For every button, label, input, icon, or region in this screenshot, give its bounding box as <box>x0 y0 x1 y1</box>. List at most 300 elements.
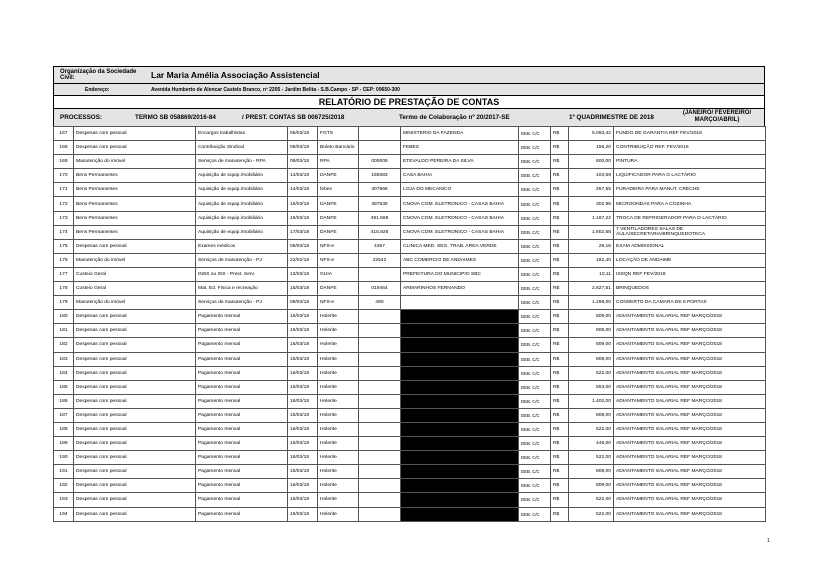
row-document-type: NFS-e <box>318 253 359 267</box>
redacted-payee <box>401 380 519 394</box>
redacted-payee <box>401 465 519 479</box>
row-history: ADIANTAMENTO SALARIAL REF MARÇO/2018 <box>614 422 766 436</box>
row-value: 29,16 <box>569 239 614 253</box>
row-date: 16/03/18 <box>288 479 318 493</box>
row-document-type: Holerite <box>318 507 359 521</box>
row-payment-method: DEB. C/C <box>519 141 551 155</box>
table-row <box>54 408 766 422</box>
row-number: 182 <box>54 338 74 352</box>
row-currency: R$ <box>551 253 569 267</box>
row-document-type: febes <box>318 183 359 197</box>
row-category: Bens Permanentes <box>74 211 196 225</box>
row-payment-method: DEB. C/C <box>519 493 551 507</box>
row-description: Aquisição de equip./mobiliário <box>196 169 288 183</box>
table-row <box>54 422 766 436</box>
redacted-payee <box>401 479 519 493</box>
row-number: 184 <box>54 366 74 380</box>
row-date: 16/03/18 <box>288 380 318 394</box>
row-document-number <box>359 422 401 436</box>
row-payment-method: DEB. C/C <box>519 437 551 451</box>
row-history: FURADEIRA PARA MANUT. CRECHE <box>614 183 766 197</box>
row-number: 191 <box>54 465 74 479</box>
row-category: Despesas com pessoal <box>74 465 196 479</box>
termo-colaboracao: Termo de Colaboração nº 20/2017-SE <box>399 114 510 121</box>
row-number: 173 <box>54 211 74 225</box>
row-date: 15/03/18 <box>288 282 318 296</box>
row-value: 1.298,00 <box>569 296 614 310</box>
row-document-number <box>359 394 401 408</box>
row-history: ADIANTAMENTO SALARIAL REF MARÇO/2018 <box>614 310 766 324</box>
row-number: 183 <box>54 352 74 366</box>
report-header <box>53 66 765 126</box>
row-category: Despesas com pessoal <box>74 127 196 141</box>
row-description: Pagamento mensal <box>196 451 288 465</box>
row-payment-method: DEB. C/C <box>519 479 551 493</box>
table-row <box>54 380 766 394</box>
row-currency: R$ <box>551 352 569 366</box>
expenses-table <box>53 126 766 522</box>
row-payment-method: DEB. C/C <box>519 282 551 296</box>
row-number: 171 <box>54 183 74 197</box>
row-history: ADIANTAMENTO SALARIAL REF MARÇO/2018 <box>614 465 766 479</box>
row-currency: R$ <box>551 239 569 253</box>
row-description: Aquisição de equip./mobiliário <box>196 225 288 239</box>
page-number: 1 <box>767 538 770 544</box>
row-description: Mat. Ed. Física e recreação <box>196 282 288 296</box>
row-document-type: Holerite <box>318 310 359 324</box>
row-date: 16/03/18 <box>288 197 318 211</box>
row-payee: CNOVA COM. ELETRONICO - CASAS BAHIA <box>401 211 519 225</box>
row-number: 177 <box>54 267 74 281</box>
row-currency: R$ <box>551 127 569 141</box>
expenses-table-body <box>54 127 766 522</box>
row-description: Pagamento mensal <box>196 408 288 422</box>
row-document-type: Boleto Bancário <box>318 141 359 155</box>
row-payment-method: DEB. C/C <box>519 296 551 310</box>
row-category: Despesas com pessoal <box>74 479 196 493</box>
row-date: 16/03/18 <box>288 507 318 521</box>
redacted-payee <box>401 352 519 366</box>
row-value: 182,40 <box>569 253 614 267</box>
row-history: CONSERTO DA CAMARA DE 6 PORTAS <box>614 296 766 310</box>
row-payment-method: DEB. C/C <box>519 394 551 408</box>
redacted-payee <box>401 408 519 422</box>
table-row <box>54 183 766 197</box>
row-category: Despesas com pessoal <box>74 338 196 352</box>
row-currency: R$ <box>551 437 569 451</box>
row-date: 16/03/18 <box>288 437 318 451</box>
row-currency: R$ <box>551 310 569 324</box>
row-payee: ETEVALDO PEREIRA DA SILVA <box>401 155 519 169</box>
table-row <box>54 310 766 324</box>
row-description: Pagamento mensal <box>196 352 288 366</box>
address-row <box>54 83 764 95</box>
row-document-number <box>359 310 401 324</box>
row-number: 168 <box>54 141 74 155</box>
row-document-number <box>359 465 401 479</box>
row-document-type: Holerite <box>318 338 359 352</box>
row-payment-method: DEB. C/C <box>519 324 551 338</box>
row-description: Pagamento mensal <box>196 437 288 451</box>
row-document-type: DANFE <box>318 197 359 211</box>
org-label: Organização da Sociedade Civil: <box>60 69 137 81</box>
row-currency: R$ <box>551 155 569 169</box>
row-currency: R$ <box>551 493 569 507</box>
row-history: ADIANTAMENTO SALARIAL REF MARÇO/2018 <box>614 380 766 394</box>
row-number: 169 <box>54 155 74 169</box>
row-document-type: Holerite <box>318 422 359 436</box>
row-category: Despesas com pessoal <box>74 437 196 451</box>
row-payee: ABC COMERCIO DE ANDAIMES <box>401 253 519 267</box>
row-description: Pagamento mensal <box>196 338 288 352</box>
row-document-number <box>359 437 401 451</box>
row-category: Despesas com pessoal <box>74 239 196 253</box>
table-row <box>54 437 766 451</box>
table-row <box>54 493 766 507</box>
row-number: 189 <box>54 437 74 451</box>
row-value: 809,00 <box>569 465 614 479</box>
row-document-type: Holerite <box>318 324 359 338</box>
row-category: Bens Permanentes <box>74 197 196 211</box>
row-value: 1.402,00 <box>569 394 614 408</box>
row-number: 194 <box>54 507 74 521</box>
table-row <box>54 239 766 253</box>
row-history: FUNDO DE GARANTIA REF FEV/2018 <box>614 127 766 141</box>
redacted-payee <box>401 507 519 521</box>
redacted-payee <box>401 338 519 352</box>
row-description: Pagamento mensal <box>196 380 288 394</box>
row-value: 103,59 <box>569 169 614 183</box>
row-currency: R$ <box>551 479 569 493</box>
row-document-number: 415.926 <box>359 225 401 239</box>
row-document-type: Holerite <box>318 394 359 408</box>
row-description: Aquisição de equip./mobiliário <box>196 211 288 225</box>
row-category: Custeio Geral <box>74 282 196 296</box>
row-category: Despesas com pessoal <box>74 324 196 338</box>
row-history: BRINQUEDOS <box>614 282 766 296</box>
row-currency: R$ <box>551 507 569 521</box>
row-payee: CNOVA COM. ELETRONICO - CASAS BAHIA <box>401 197 519 211</box>
table-row <box>54 155 766 169</box>
row-description: Serviços de manutenção - RPA <box>196 155 288 169</box>
table-row <box>54 338 766 352</box>
row-date: 16/03/18 <box>288 310 318 324</box>
table-row <box>54 324 766 338</box>
row-history: ADIANTAMENTO SALARIAL REF MARÇO/2018 <box>614 394 766 408</box>
table-row <box>54 352 766 366</box>
row-currency: R$ <box>551 451 569 465</box>
row-currency: R$ <box>551 422 569 436</box>
row-document-type: Holerite <box>318 380 359 394</box>
row-payee: PREFEITURA DO MUNICIPIO SBC <box>401 267 519 281</box>
table-row <box>54 394 766 408</box>
row-value: 809,00 <box>569 479 614 493</box>
row-date: 16/03/18 <box>288 493 318 507</box>
row-document-number: 019464 <box>359 282 401 296</box>
row-description: Aquisição de equip./mobiliário <box>196 183 288 197</box>
row-date: 06/03/18 <box>288 239 318 253</box>
row-value: 302,96 <box>569 197 614 211</box>
row-payment-method: DEB. C/C <box>519 422 551 436</box>
row-value: 809,00 <box>569 324 614 338</box>
row-payee: LOJA DO MECANICO <box>401 183 519 197</box>
redacted-payee <box>401 422 519 436</box>
address-value: Avenida Humberto de Alencar Castelo Branco, nº 2205 - Jardim Belita - S.B.Campo - SP - CEP: 09650-300 <box>151 86 400 93</box>
row-date: 16/03/18 <box>288 324 318 338</box>
row-currency: R$ <box>551 324 569 338</box>
row-number: 167 <box>54 127 74 141</box>
row-payment-method: DEB. C/C <box>519 366 551 380</box>
row-document-number: 307666 <box>359 183 401 197</box>
row-payment-method: DEB. C/C <box>519 225 551 239</box>
redacted-payee <box>401 493 519 507</box>
row-payment-method: DEB. C/C <box>519 507 551 521</box>
table-row <box>54 465 766 479</box>
row-document-number <box>359 507 401 521</box>
row-date: 14/03/18 <box>288 169 318 183</box>
row-category: Despesas com pessoal <box>74 408 196 422</box>
row-value: 522,00 <box>569 366 614 380</box>
row-date: 13/03/18 <box>288 267 318 281</box>
row-category: Despesas com pessoal <box>74 493 196 507</box>
table-row <box>54 479 766 493</box>
row-document-type: Holerite <box>318 352 359 366</box>
table-row <box>54 197 766 211</box>
redacted-payee <box>401 324 519 338</box>
row-category: Manutenção do imóvel <box>74 296 196 310</box>
row-value: 10,11 <box>569 267 614 281</box>
row-date: 05/03/18 <box>288 127 318 141</box>
row-number: 187 <box>54 408 74 422</box>
row-date: 16/03/18 <box>288 352 318 366</box>
row-document-type: Holerite <box>318 451 359 465</box>
org-name: Lar Maria Amélia Associação Assistencial <box>151 70 320 80</box>
table-row <box>54 267 766 281</box>
row-history: ADIANTAMENTO SALARIAL REF MARÇO/2018 <box>614 479 766 493</box>
table-row <box>54 169 766 183</box>
row-currency: R$ <box>551 296 569 310</box>
row-value: 522,00 <box>569 422 614 436</box>
row-payee: MINISTERIO DA FAZENDA <box>401 127 519 141</box>
row-payment-method: DEB. C/C <box>519 197 551 211</box>
row-history: ADIANTAMENTO SALARIAL REF MARÇO/2018 <box>614 408 766 422</box>
redacted-payee <box>401 451 519 465</box>
row-payment-method: DEB. C/C <box>519 338 551 352</box>
row-value: 267,55 <box>569 183 614 197</box>
row-date: 16/03/18 <box>288 465 318 479</box>
row-description: Pagamento mensal <box>196 324 288 338</box>
row-payment-method: DEB. C/C <box>519 267 551 281</box>
row-number: 192 <box>54 479 74 493</box>
row-document-type: RPA <box>318 155 359 169</box>
row-payee: CASA BAHIA <box>401 169 519 183</box>
row-date: 16/03/18 <box>288 408 318 422</box>
row-category: Despesas com pessoal <box>74 310 196 324</box>
row-date: 08/03/18 <box>288 141 318 155</box>
quadrimestre: 1º QUADRIMESTRE DE 2018 <box>569 114 654 121</box>
row-payment-method: DEB. C/C <box>519 183 551 197</box>
row-currency: R$ <box>551 380 569 394</box>
row-category: Despesas com pessoal <box>74 422 196 436</box>
address-label: Endereço: <box>85 86 110 93</box>
row-document-number <box>359 408 401 422</box>
row-number: 186 <box>54 394 74 408</box>
row-date: 08/03/18 <box>288 296 318 310</box>
row-history: TROCA DE REFRIGERADOR PARA O LACTÁRIO <box>614 211 766 225</box>
row-payee: FEBES <box>401 141 519 155</box>
row-description: Pagamento mensal <box>196 507 288 521</box>
row-document-type: DANFE <box>318 225 359 239</box>
row-history: LIQUIFICADOR PARA O LACTÁRIO <box>614 169 766 183</box>
row-payment-method: DEB. C/C <box>519 380 551 394</box>
row-value: 809,00 <box>569 338 614 352</box>
row-document-type: GUIA <box>318 267 359 281</box>
row-description: Pagamento mensal <box>196 422 288 436</box>
table-row <box>54 211 766 225</box>
row-number: 170 <box>54 169 74 183</box>
table-row <box>54 282 766 296</box>
row-value: 809,00 <box>569 408 614 422</box>
row-document-number <box>359 352 401 366</box>
row-document-type: NFS-e <box>318 296 359 310</box>
row-history: ADIANTAMENTO SALARIAL REF MARÇO/2018 <box>614 507 766 521</box>
row-payment-method: DEB. C/C <box>519 408 551 422</box>
prest-contas: / PREST. CONTAS SB 006725/2018 <box>242 114 345 121</box>
redacted-payee <box>401 437 519 451</box>
row-currency: R$ <box>551 366 569 380</box>
redacted-payee <box>401 394 519 408</box>
table-row <box>54 507 766 521</box>
row-description: Pagamento mensal <box>196 310 288 324</box>
row-document-number: 22542 <box>359 253 401 267</box>
row-history: MICROONDAS PARA A COZINHA <box>614 197 766 211</box>
row-history: LOCAÇÃO DE ANDAIME <box>614 253 766 267</box>
row-currency: R$ <box>551 211 569 225</box>
row-number: 172 <box>54 197 74 211</box>
row-number: 180 <box>54 310 74 324</box>
row-value: 2.827,51 <box>569 282 614 296</box>
row-date: 22/02/18 <box>288 253 318 267</box>
row-currency: R$ <box>551 282 569 296</box>
row-payment-method: DEB. C/C <box>519 310 551 324</box>
table-row <box>54 225 766 239</box>
row-description: Serviços de manutenção - PJ <box>196 296 288 310</box>
row-document-number <box>359 479 401 493</box>
row-payment-method: DEB. C/C <box>519 451 551 465</box>
row-history: ADIANTAMENTO SALARIAL REF MARÇO/2018 <box>614 352 766 366</box>
termo-sb: TERMO SB 058869/2016-84 <box>135 114 216 121</box>
row-category: Bens Permanentes <box>74 169 196 183</box>
row-description: Pagamento mensal <box>196 465 288 479</box>
row-number: 181 <box>54 324 74 338</box>
row-value: 809,00 <box>569 352 614 366</box>
row-currency: R$ <box>551 394 569 408</box>
row-document-number <box>359 493 401 507</box>
row-value: 522,00 <box>569 507 614 521</box>
row-date: 09/03/18 <box>288 155 318 169</box>
report-title: RELATÓRIO DE PRESTAÇÃO DE CONTAS <box>54 95 764 108</box>
row-document-number: 490 <box>359 296 401 310</box>
table-row <box>54 366 766 380</box>
row-history: CONTRIBUIÇÃO REF. FEV/2018 <box>614 141 766 155</box>
row-document-type: Holerite <box>318 479 359 493</box>
row-description: Aquisição de equip./mobiliário <box>196 197 288 211</box>
row-document-number: 159383 <box>359 169 401 183</box>
row-document-number <box>359 267 401 281</box>
periodo: (JANEIRO/ FEVEREIRO/ MARÇO/ABRIL) <box>682 110 752 123</box>
redacted-payee <box>401 366 519 380</box>
row-document-type: DANFE <box>318 211 359 225</box>
row-document-type: Holerite <box>318 408 359 422</box>
row-value: 448,00 <box>569 437 614 451</box>
row-category: Despesas com pessoal <box>74 451 196 465</box>
row-category: Despesas com pessoal <box>74 366 196 380</box>
row-payment-method: DEB. C/C <box>519 465 551 479</box>
row-currency: R$ <box>551 197 569 211</box>
row-history: ADIANTAMENTO SALARIAL REF MARÇO/2018 <box>614 493 766 507</box>
row-document-number: 491.568 <box>359 211 401 225</box>
row-date: 14/03/18 <box>288 183 318 197</box>
row-category: Custeio Geral <box>74 267 196 281</box>
row-number: 176 <box>54 253 74 267</box>
row-payee <box>401 296 519 310</box>
row-payee: ARMARINHOS FERNANDO <box>401 282 519 296</box>
row-currency: R$ <box>551 408 569 422</box>
row-date: 17/03/18 <box>288 225 318 239</box>
row-description: Encargos trabalhistas <box>196 127 288 141</box>
row-currency: R$ <box>551 169 569 183</box>
row-category: Despesas com pessoal <box>74 352 196 366</box>
row-document-number <box>359 141 401 155</box>
row-currency: R$ <box>551 267 569 281</box>
row-category: Bens Permanentes <box>74 183 196 197</box>
row-date: 16/03/18 <box>288 366 318 380</box>
row-document-number <box>359 324 401 338</box>
table-row <box>54 127 766 141</box>
row-category: Manutenção do imóvel <box>74 253 196 267</box>
row-document-type: Holerite <box>318 465 359 479</box>
row-value: 156,20 <box>569 141 614 155</box>
row-description: Exames médicos <box>196 239 288 253</box>
row-description: Pagamento mensal <box>196 366 288 380</box>
row-number: 193 <box>54 493 74 507</box>
row-payment-method: DEB. C/C <box>519 253 551 267</box>
row-document-type: DANFE <box>318 169 359 183</box>
row-payment-method: DEB. C/C <box>519 211 551 225</box>
table-row <box>54 296 766 310</box>
row-history: ISSQN REF FEV/2018 <box>614 267 766 281</box>
row-description: Pagamento mensal <box>196 493 288 507</box>
row-document-number: 4357 <box>359 239 401 253</box>
row-currency: R$ <box>551 183 569 197</box>
row-document-number <box>359 338 401 352</box>
row-document-number <box>359 366 401 380</box>
row-number: 178 <box>54 282 74 296</box>
row-value: 522,00 <box>569 493 614 507</box>
row-document-number: 000009 <box>359 155 401 169</box>
row-number: 190 <box>54 451 74 465</box>
row-payment-method: DEB. C/C <box>519 239 551 253</box>
report-sheet <box>53 66 765 522</box>
row-currency: R$ <box>551 465 569 479</box>
row-history: ADIANTAMENTO SALARIAL REF MARÇO/2018 <box>614 324 766 338</box>
row-currency: R$ <box>551 225 569 239</box>
row-payee: CNOVA COM. ELETRONICO - CASAS BAHIA <box>401 225 519 239</box>
row-document-number <box>359 380 401 394</box>
row-document-number <box>359 451 401 465</box>
row-date: 16/03/18 <box>288 451 318 465</box>
row-date: 16/03/18 <box>288 394 318 408</box>
